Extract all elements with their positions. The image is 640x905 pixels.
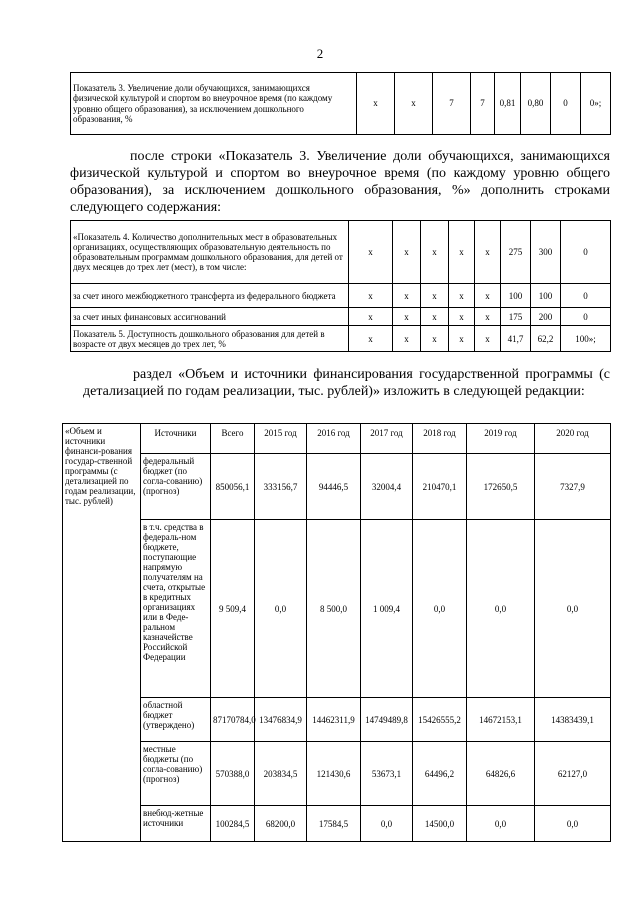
financing-table xyxy=(62,423,611,842)
source-label: областной бюджет (утверждено) xyxy=(141,698,211,742)
table-cell: 100284,5 xyxy=(211,806,255,842)
table-cell: 850056,1 xyxy=(211,454,255,520)
page-number: 2 xyxy=(316,46,324,61)
table-cell: 7 xyxy=(471,73,495,135)
column-header: 2015 год xyxy=(255,424,307,454)
table-row xyxy=(71,284,611,308)
table-cell: 8 500,0 xyxy=(307,520,361,698)
table-cell: х xyxy=(395,73,433,135)
table-cell: 172650,5 xyxy=(467,454,535,520)
table-cell: 0,81 xyxy=(495,73,521,135)
table-cell: х xyxy=(475,308,501,326)
table-cell: 0,0 xyxy=(413,520,467,698)
table-cell: 0,0 xyxy=(535,520,611,698)
amendment-paragraph-2: раздел «Объем и источники финансирования государственной программы (с детализацией по годам реализации, тыс. рублей)» изложить в следующей редакции: xyxy=(83,367,610,399)
table-cell: 0,0 xyxy=(467,520,535,698)
table-row xyxy=(71,73,611,135)
table-cell: 9 509,4 xyxy=(211,520,255,698)
table-cell: 1 009,4 xyxy=(361,520,413,698)
table-cell: 7 xyxy=(433,73,471,135)
table-row xyxy=(63,520,611,698)
column-header: 2020 год xyxy=(535,424,611,454)
column-header: 2018 год xyxy=(413,424,467,454)
table-cell: 13476834,9 xyxy=(255,698,307,742)
table-cell: 15426555,2 xyxy=(413,698,467,742)
table-cell: 53673,1 xyxy=(361,742,413,806)
table-cell: х xyxy=(421,326,449,352)
table-cell: х xyxy=(421,308,449,326)
table-cell: х xyxy=(449,221,475,284)
table-cell: х xyxy=(449,284,475,308)
indicator-label: «Показатель 4. Количество дополнительных мест в образовательных организациях, осуществляющих образовательную деятельность по образовательным программам дошкольного образования, для детей от двух месяцев до трех лет (мест), в том числе: xyxy=(71,221,349,284)
table-cell: х xyxy=(393,221,421,284)
indicator-label: Показатель 5. Доступность дошкольного образования для детей в возрасте от двух месяцев до трех лет, % xyxy=(71,326,349,352)
column-header: 2017 год xyxy=(361,424,413,454)
table-cell: х xyxy=(475,284,501,308)
table-cell: 14462311,9 xyxy=(307,698,361,742)
source-label: в т.ч. средства в федераль-ном бюджете, поступающие напрямую получателям на счета, открытые в кредитных организациях или в Феде-ральном казначействе Российской Федерации xyxy=(141,520,211,698)
table-cell: 300 xyxy=(531,221,561,284)
table-cell: 0 xyxy=(551,73,581,135)
table-cell: х xyxy=(449,326,475,352)
column-header: Источники xyxy=(141,424,211,454)
table-cell: 32004,4 xyxy=(361,454,413,520)
table-row xyxy=(71,308,611,326)
table-row xyxy=(71,221,611,284)
table-cell: х xyxy=(349,284,393,308)
table-cell: 14672153,1 xyxy=(467,698,535,742)
indicator-label: за счет иного межбюджетного трансферта из федерального бюджета xyxy=(71,284,349,308)
table-cell: 570388,0 xyxy=(211,742,255,806)
source-label: внебюд-жетные источники xyxy=(141,806,211,842)
table-cell: 203834,5 xyxy=(255,742,307,806)
indicator-table-1 xyxy=(70,72,611,135)
table-cell: 0,0 xyxy=(255,520,307,698)
table-cell: х xyxy=(393,326,421,352)
table-row xyxy=(63,742,611,806)
table-cell: х xyxy=(475,326,501,352)
table-cell: 100 xyxy=(531,284,561,308)
table-cell: 0,0 xyxy=(535,806,611,842)
financing-section-label: «Объем и источники финанси-рования государ-ственной программы (с детализацией по годам реализации, тыс. рублей) xyxy=(63,424,141,842)
table-cell: 7327,9 xyxy=(535,454,611,520)
table-cell: х xyxy=(349,308,393,326)
table-cell: х xyxy=(393,284,421,308)
table-cell: х xyxy=(449,308,475,326)
table-cell: 210470,1 xyxy=(413,454,467,520)
column-header: Всего xyxy=(211,424,255,454)
table-cell: 0 xyxy=(561,308,611,326)
table-cell: х xyxy=(421,221,449,284)
table-cell: 0,0 xyxy=(361,806,413,842)
source-label: федеральный бюджет (по согла-сованию) (прогноз) xyxy=(141,454,211,520)
table-cell: 275 xyxy=(501,221,531,284)
table-cell: 0 xyxy=(561,284,611,308)
table-cell: 121430,6 xyxy=(307,742,361,806)
table-cell: 17584,5 xyxy=(307,806,361,842)
table-cell: 41,7 xyxy=(501,326,531,352)
table-cell: х xyxy=(421,284,449,308)
table-cell: х xyxy=(393,308,421,326)
table-cell: 64496,2 xyxy=(413,742,467,806)
table-cell: 0,80 xyxy=(521,73,551,135)
column-header: 2019 год xyxy=(467,424,535,454)
table-cell: 62127,0 xyxy=(535,742,611,806)
table-cell: 14383439,1 xyxy=(535,698,611,742)
table-cell: х xyxy=(475,221,501,284)
amendment-paragraph-1: после строки «Показатель 3. Увеличение доли обучающихся, занимающихся физической культурой и спортом во внеурочное время (по каждому уровню общего образования), за исключением дошкольного образования, %» дополнить строками следующего содержания: xyxy=(70,149,610,215)
table-row xyxy=(71,326,611,352)
table-cell: 87170784,0 xyxy=(211,698,255,742)
table-cell: х xyxy=(349,221,393,284)
indicator-label: за счет иных финансовых ассигнований xyxy=(71,308,349,326)
table-cell: 0 xyxy=(561,221,611,284)
indicator-label: Показатель 3. Увеличение доли обучающихся, занимающихся физической культурой и спортом во внеурочное время (по каждому уровню общего образования), за исключением дошкольного образования, % xyxy=(71,73,357,135)
table-cell: 0,0 xyxy=(467,806,535,842)
source-label: местные бюджеты (по согла-сованию) (прогноз) xyxy=(141,742,211,806)
table-cell: 14749489,8 xyxy=(361,698,413,742)
table-cell: 333156,7 xyxy=(255,454,307,520)
table-cell: 62,2 xyxy=(531,326,561,352)
table-row xyxy=(63,698,611,742)
table-header-row xyxy=(63,424,611,454)
table-row xyxy=(63,806,611,842)
column-header: 2016 год xyxy=(307,424,361,454)
table-cell: 64826,6 xyxy=(467,742,535,806)
table-cell: 14500,0 xyxy=(413,806,467,842)
table-cell: 175 xyxy=(501,308,531,326)
table-cell: 200 xyxy=(531,308,561,326)
table-cell: 94446,5 xyxy=(307,454,361,520)
table-row xyxy=(63,454,611,520)
table-cell: х xyxy=(349,326,393,352)
indicator-table-2 xyxy=(70,220,611,352)
table-cell: 100 xyxy=(501,284,531,308)
table-cell: х xyxy=(357,73,395,135)
table-cell: 100»; xyxy=(561,326,611,352)
table-cell: 68200,0 xyxy=(255,806,307,842)
table-cell: 0»; xyxy=(581,73,611,135)
